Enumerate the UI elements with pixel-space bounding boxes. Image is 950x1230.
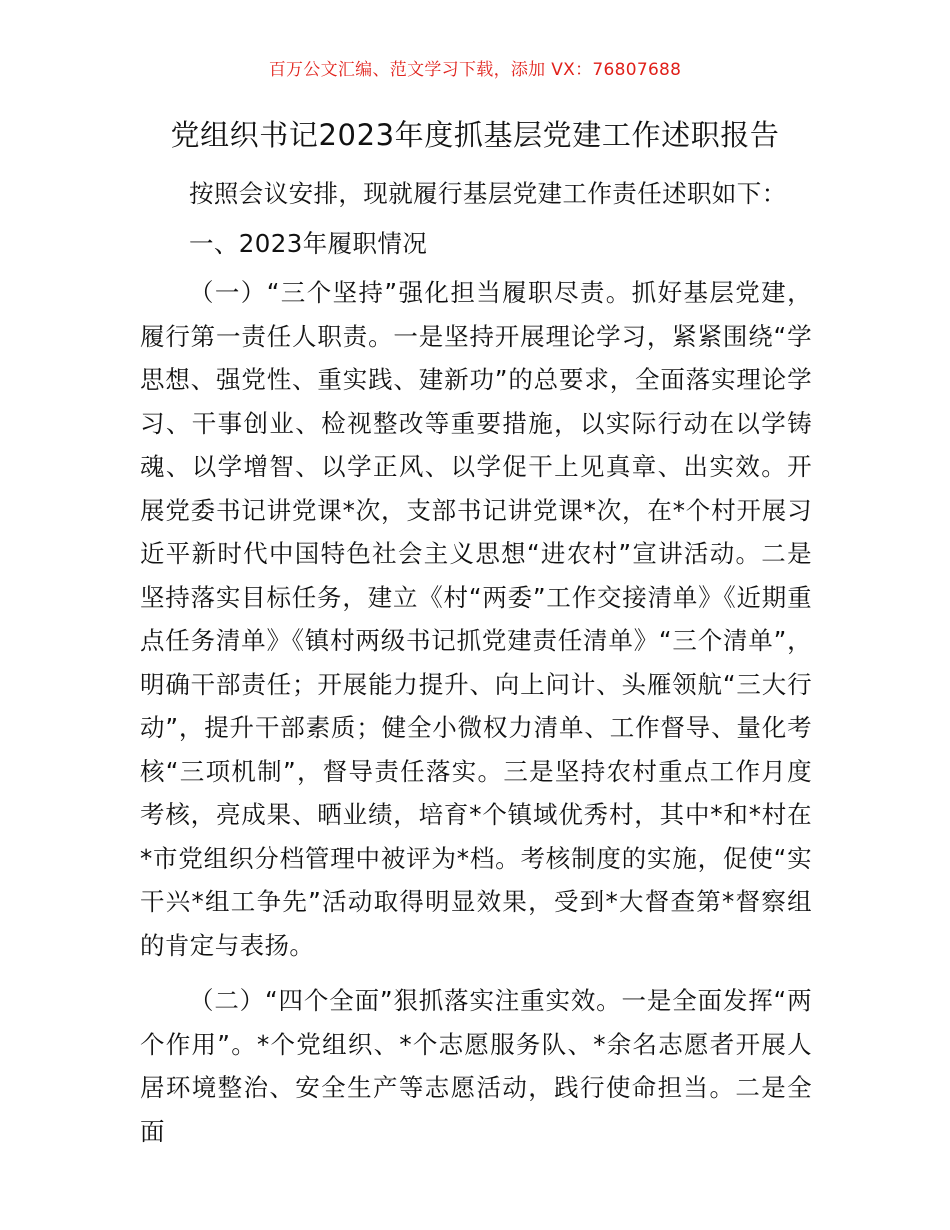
body-paragraph: （二）“四个全面”狠抓落实注重实效。一是全面发挥“两个作用”。*个党组织、*个志愿服务队、*余名志愿者开展人居环境整治、安全生产等志愿活动，践行使命担当。二是全面 [140, 986, 812, 1146]
header-promo-note: 百万公文汇编、范文学习下载，添加 VX：76807688 [268, 60, 682, 80]
document-body [140, 172, 812, 1153]
document-title: 党组织书记2023年度抓基层党建工作述职报告 [170, 118, 780, 152]
section-heading: 一、2023年履职情况 [189, 228, 428, 258]
intro-paragraph: 按照会议安排，现就履行基层党建工作责任述职如下： [189, 179, 787, 208]
body-paragraph: （一）“三个坚持”强化担当履职尽责。抓好基层党建，履行第一责任人职责。一是坚持开展理论学习，紧紧围绕“学思想、强党性、重实践、建新功”的总要求，全面落实理论学习、干事创业、检视整改等重要措施，以实际行动在以学铸魂、以学增智、以学正风、以学促干上见真章、出实效。开展党委书记讲党课*次，支部书记讲党课*次，在*个村开展习近平新时代中国特色社会主义思想“进农村”宣讲活动。二是坚持落实目标任务，建立《村“两委”工作交接清单》《近期重点任务清单》《镇村两级书记抓党建责任清单》“三个清单”，明确干部责任；开展能力提升、向上问计、头雁领航“三大行动”，提升干部素质；健全小微权力清单、工作督导、量化考核“三项机制”，督导责任落实。三是坚持农村重点工作月度考核，亮成果、晒业绩，培育*个镇域优秀村，其中*和*村在*市党组织分档管理中被评为*档。考核制度的实施，促使“实干兴*组工争先”活动取得明显效果，受到*大督查第*督察组的肯定与表扬。 [140, 278, 812, 960]
